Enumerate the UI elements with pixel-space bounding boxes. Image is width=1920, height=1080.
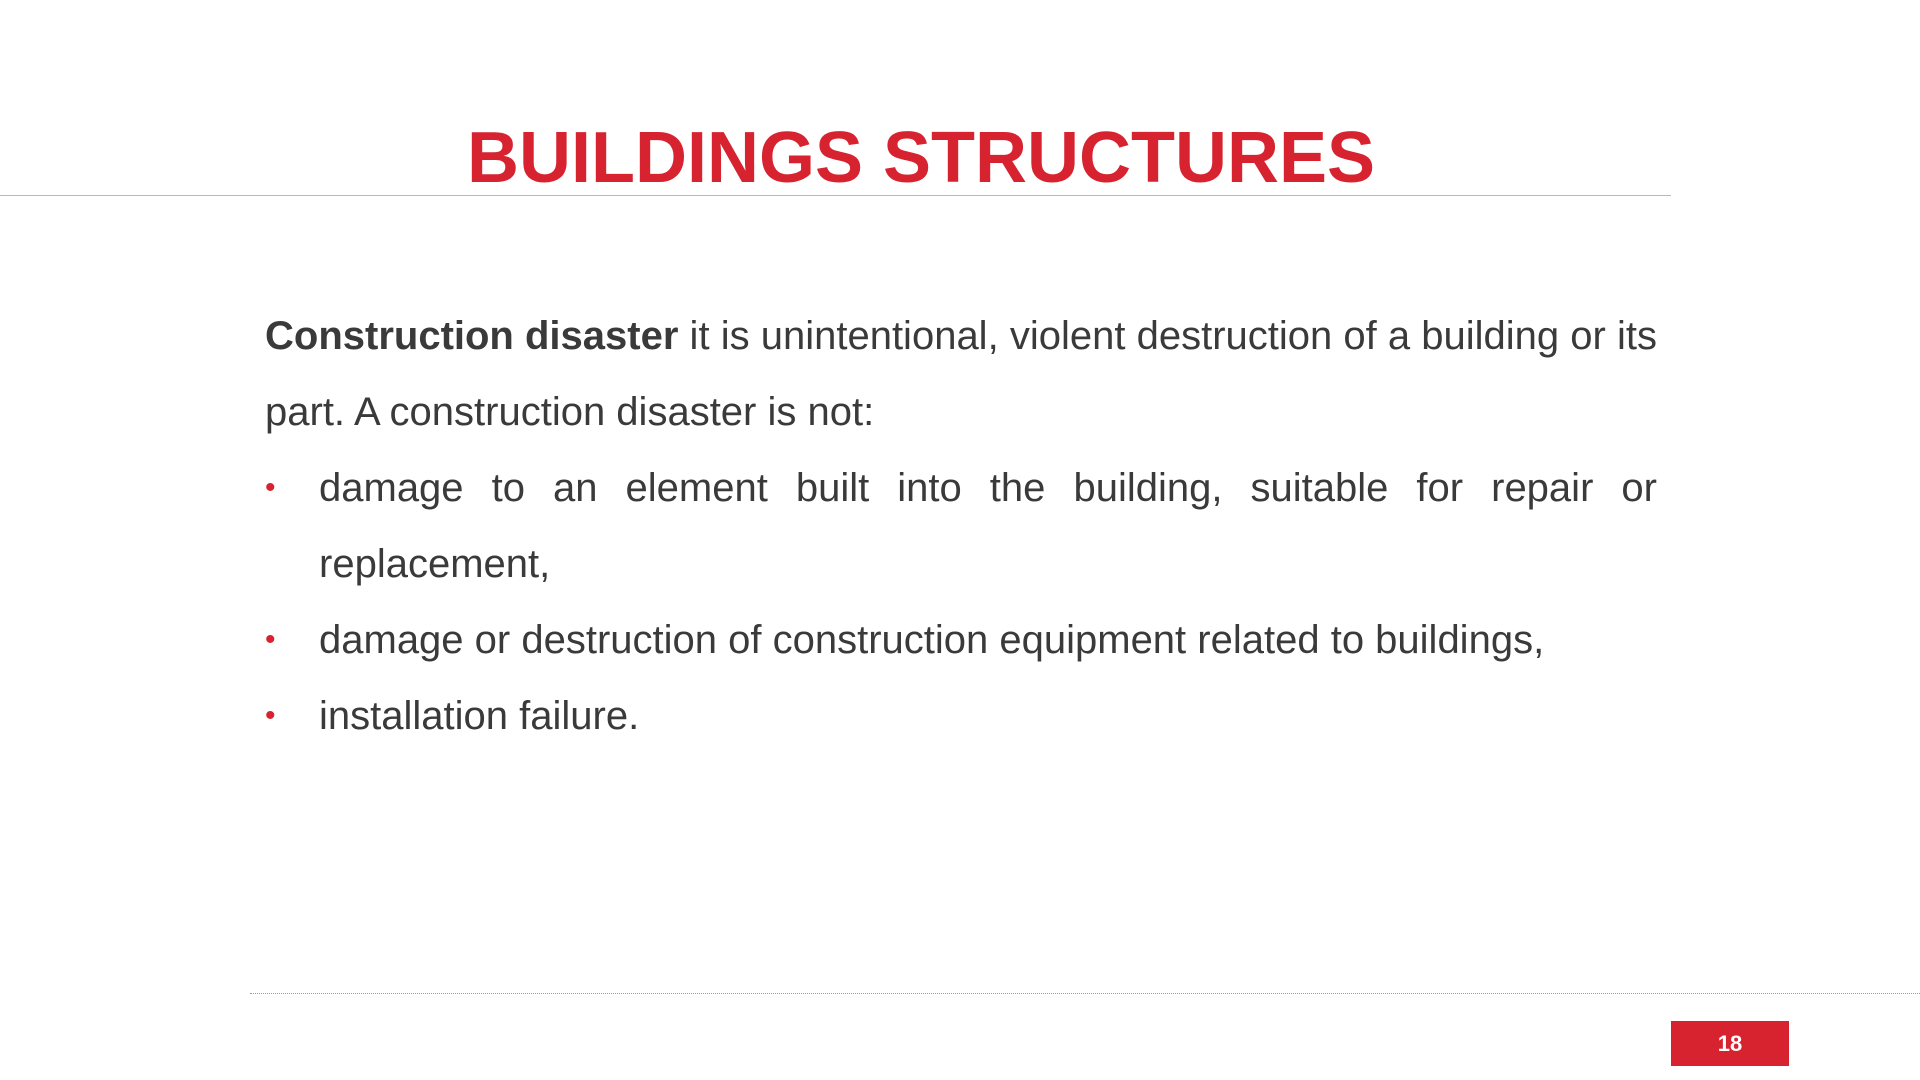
bullet-icon: • [265, 471, 276, 504]
title-divider [0, 195, 1671, 196]
intro-text: it is unintentional, violent destruction of a building or its part. A construction disaster is not: [265, 314, 1657, 434]
slide-content [265, 298, 1657, 754]
list-item [265, 602, 1657, 678]
bullet-text: damage to an element built into the building, suitable for repair or replacement, [319, 466, 1657, 586]
bullet-icon: • [265, 699, 276, 732]
intro-term: Construction disaster [265, 314, 679, 358]
bullet-icon: • [265, 623, 276, 656]
footer-divider [250, 993, 1920, 994]
slide-title: BUILDINGS STRUCTURES [466, 118, 1375, 198]
bullet-text: installation failure. [319, 694, 640, 738]
intro-paragraph [265, 298, 1657, 450]
bullet-text: damage or destruction of construction equipment related to buildings, [319, 618, 1545, 662]
bullet-list [265, 450, 1657, 754]
page-number-badge: 18 [1671, 1021, 1789, 1066]
list-item [265, 678, 1657, 754]
list-item [265, 450, 1657, 602]
